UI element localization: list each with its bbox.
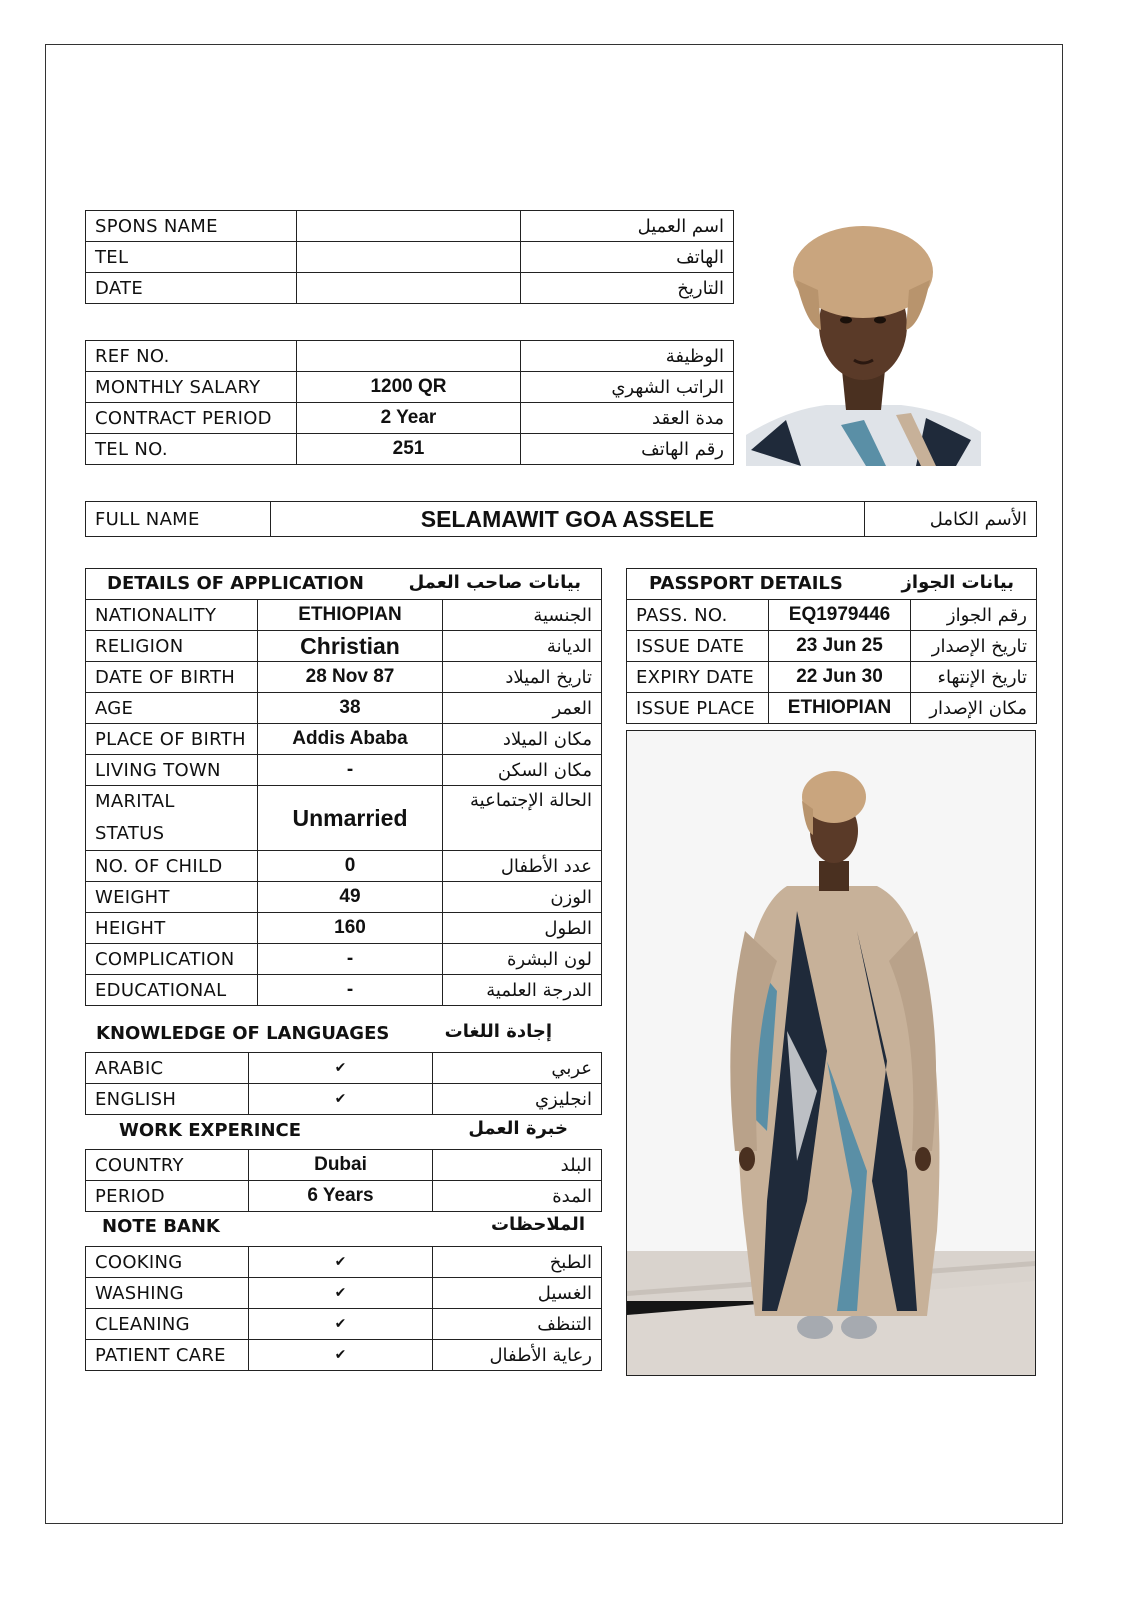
table-row (86, 693, 602, 724)
row-label-arabic: الجنسية (443, 600, 602, 631)
row-label-arabic: الدرجة العلمية (443, 975, 602, 1006)
row-label: COOKING (86, 1247, 249, 1278)
notes-title-arabic: الملاحظات (490, 1214, 585, 1235)
table-row (627, 662, 1037, 693)
table-row (86, 273, 734, 304)
row-label: ISSUE PLACE (627, 693, 769, 724)
marital-status-value: Unmarried (258, 786, 443, 851)
cleaning-check-icon: ✔ (249, 1309, 433, 1340)
table-row (86, 631, 602, 662)
row-label: SPONS NAME (86, 211, 297, 242)
row-label-arabic: الوظيفة (521, 341, 734, 372)
table-row (86, 975, 602, 1006)
table-row (86, 755, 602, 786)
row-label: TEL (86, 242, 297, 273)
row-label: NO. OF CHILD (86, 851, 258, 882)
table-row (627, 693, 1037, 724)
row-label: EDUCATIONAL (86, 975, 258, 1006)
row-label-arabic: عربي (433, 1053, 602, 1084)
passport-table (626, 568, 1037, 724)
row-label: ARABIC (86, 1053, 249, 1084)
experience-table (85, 1149, 602, 1212)
table-row (86, 1278, 602, 1309)
issue-date-value: 23 Jun 25 (769, 631, 911, 662)
table-row (86, 1181, 602, 1212)
date-of-birth-value: 28 Nov 87 (258, 662, 443, 693)
row-label-arabic: مكان الميلاد (443, 724, 602, 755)
languages-title: KNOWLEDGE OF LANGUAGES (96, 1023, 390, 1044)
table-row (86, 1053, 602, 1084)
row-label-arabic: الطبخ (433, 1247, 602, 1278)
full-name-value: SELAMAWIT GOA ASSELE (271, 502, 865, 537)
table-row (86, 1150, 602, 1181)
row-label-arabic: انجليزي (433, 1084, 602, 1115)
issue-place-value: ETHIOPIAN (769, 693, 911, 724)
section-header-row (86, 569, 602, 600)
notes-title: NOTE BANK (102, 1216, 220, 1237)
row-label: CONTRACT PERIOD (86, 403, 297, 434)
row-label-arabic: رقم الهاتف (521, 434, 734, 465)
table-row (86, 913, 602, 944)
full-body-photo (626, 730, 1036, 1376)
row-label: PERIOD (86, 1181, 249, 1212)
sponsor-table (85, 210, 734, 304)
table-row (86, 851, 602, 882)
table-row (86, 1084, 602, 1115)
row-label-arabic: الحالة الإجتماعية (443, 786, 602, 851)
row-label: LIVING TOWN (86, 755, 258, 786)
row-label-arabic: رعاية الأطفال (433, 1340, 602, 1371)
row-label: MONTHLY SALARY (86, 372, 297, 403)
row-label: WEIGHT (86, 882, 258, 913)
sponsor-tel-value (297, 242, 521, 273)
row-label-arabic: التنظف (433, 1309, 602, 1340)
row-label: EXPIRY DATE (627, 662, 769, 693)
row-label-arabic: التاريخ (521, 273, 734, 304)
religion-value: Christian (258, 631, 443, 662)
full-name-table (85, 501, 1037, 537)
row-label-arabic: لون البشرة (443, 944, 602, 975)
row-label-arabic: مكان الإصدار (911, 693, 1037, 724)
passport-title: PASSPORT DETAILS (649, 573, 843, 594)
row-label: CLEANING (86, 1309, 249, 1340)
row-label-arabic: اسم العميل (521, 211, 734, 242)
table-row (627, 600, 1037, 631)
weight-value: 49 (258, 882, 443, 913)
row-label-arabic: البلد (433, 1150, 602, 1181)
row-label-arabic: مكان السكن (443, 755, 602, 786)
row-label-arabic: الوزن (443, 882, 602, 913)
row-label-arabic: مدة العقد (521, 403, 734, 434)
table-row (86, 1309, 602, 1340)
english-check-icon: ✔ (249, 1084, 433, 1115)
country-value: Dubai (249, 1150, 433, 1181)
row-label: MARITAL STATUS (86, 786, 258, 851)
ref-no-value (297, 341, 521, 372)
table-row (86, 372, 734, 403)
row-label: AGE (86, 693, 258, 724)
sponsor-date-value (297, 273, 521, 304)
arabic-check-icon: ✔ (249, 1053, 433, 1084)
application-title: DETAILS OF APPLICATION (107, 573, 364, 594)
place-of-birth-value: Addis Ababa (258, 724, 443, 755)
washing-check-icon: ✔ (249, 1278, 433, 1309)
row-label: PATIENT CARE (86, 1340, 249, 1371)
row-label: DATE (86, 273, 297, 304)
row-label: PLACE OF BIRTH (86, 724, 258, 755)
row-label: HEIGHT (86, 913, 258, 944)
table-row (86, 1340, 602, 1371)
application-title-arabic: بيانات صاحب العمل (408, 572, 582, 593)
section-header-row (627, 569, 1037, 600)
row-label-arabic: تاريخ الإنتهاء (911, 662, 1037, 693)
row-label-arabic: الراتب الشهري (521, 372, 734, 403)
table-row (86, 211, 734, 242)
height-value: 160 (258, 913, 443, 944)
row-label: COUNTRY (86, 1150, 249, 1181)
complication-value: - (258, 944, 443, 975)
row-label-arabic: تاريخ الإصدار (911, 631, 1037, 662)
table-row (86, 662, 602, 693)
table-row (86, 724, 602, 755)
monthly-salary-value: 1200 QR (297, 372, 521, 403)
table-row (86, 600, 602, 631)
full-name-label-arabic: الأسم الكامل (865, 502, 1037, 537)
table-row (86, 786, 602, 851)
row-label-arabic: المدة (433, 1181, 602, 1212)
sponsor-name-value (297, 211, 521, 242)
row-label-arabic: عدد الأطفال (443, 851, 602, 882)
row-label: TEL NO. (86, 434, 297, 465)
table-row (86, 242, 734, 273)
full-name-label: FULL NAME (86, 502, 271, 537)
patient-care-check-icon: ✔ (249, 1340, 433, 1371)
row-label-arabic: تاريخ الميلاد (443, 662, 602, 693)
table-row (86, 403, 734, 434)
application-details-table (85, 568, 602, 1006)
nationality-value: ETHIOPIAN (258, 600, 443, 631)
table-row (86, 341, 734, 372)
row-label: WASHING (86, 1278, 249, 1309)
cooking-check-icon: ✔ (249, 1247, 433, 1278)
row-label-arabic: العمر (443, 693, 602, 724)
age-value: 38 (258, 693, 443, 724)
row-label-arabic: الغسيل (433, 1278, 602, 1309)
contract-table (85, 340, 734, 465)
row-label-arabic: الهاتف (521, 242, 734, 273)
passport-title-arabic: بيانات الجواز (901, 572, 1015, 593)
row-label: ENGLISH (86, 1084, 249, 1115)
expiry-date-value: 22 Jun 30 (769, 662, 911, 693)
educational-value: - (258, 975, 443, 1006)
row-label-arabic: الديانة (443, 631, 602, 662)
row-label: DATE OF BIRTH (86, 662, 258, 693)
table-row (627, 631, 1037, 662)
living-town-value: - (258, 755, 443, 786)
table-row (86, 944, 602, 975)
table-row (86, 882, 602, 913)
experience-title-arabic: خبرة العمل (468, 1118, 568, 1139)
row-label: PASS. NO. (627, 600, 769, 631)
period-value: 6 Years (249, 1181, 433, 1212)
notes-table (85, 1246, 602, 1371)
passport-number-value: EQ1979446 (769, 600, 911, 631)
row-label: ISSUE DATE (627, 631, 769, 662)
tel-no-value: 251 (297, 434, 521, 465)
portrait-photo (746, 210, 981, 466)
table-row (86, 1247, 602, 1278)
experience-title: WORK EXPERINCE (119, 1120, 302, 1141)
children-value: 0 (258, 851, 443, 882)
row-label: REF NO. (86, 341, 297, 372)
row-label: RELIGION (86, 631, 258, 662)
table-row (86, 434, 734, 465)
row-label: NATIONALITY (86, 600, 258, 631)
table-row (86, 502, 1037, 537)
languages-title-arabic: إجادة اللغات (444, 1021, 552, 1042)
row-label-arabic: الطول (443, 913, 602, 944)
contract-period-value: 2 Year (297, 403, 521, 434)
languages-table (85, 1052, 602, 1115)
row-label: COMPLICATION (86, 944, 258, 975)
row-label-arabic: رقم الجواز (911, 600, 1037, 631)
